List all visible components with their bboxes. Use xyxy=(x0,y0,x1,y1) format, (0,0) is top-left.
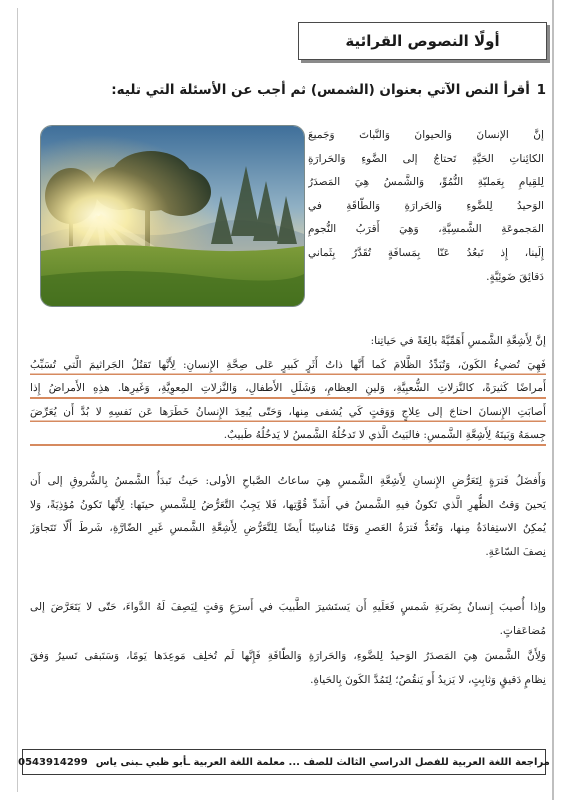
text-line: المَجموعَةِ الشَّمسِيَّةِ، وَهِيَ أَقرَبُ النُّجومِ xyxy=(308,223,544,236)
text-line: وَلِأَنَّ الشَّمسَ هِيَ المَصدَرُ الوَحيدُ لِلضَّوءِ، وَالحَرارَةِ وَالطّاقَةِ فَإِنَّها لَم تُخلِف مَوعِدَها يَومًا، وَسَتَبقى تَسيرُ وَفقَ xyxy=(30,650,546,662)
intro-paragraph xyxy=(308,124,544,289)
question-prompt xyxy=(111,82,546,98)
text-line: نِظامٍ دَقيقٍ وَثابِتٍ، لا يَزيدُ أَو يَنقُصُ؛ لِتَمُدَّ الكَونَ بِالحَياةِ. xyxy=(310,673,546,686)
text-line: يَحينَ وَقتُ الظُّهرِ الَّذي تَكونُ فيهِ الشَّمسُ في أَشَدِّ قُوَّتِها، فَلا يَجِبُ التَّعَرُّضُ لِلشَّمسِ حينَها: لِأَنَّها تَكونُ مُؤذِيَةً، وَلا xyxy=(30,498,546,511)
text-line: لِلقِيامِ بِعَمليّةِ النُّمُوِّ، وَالشَّمسُ هِيَ المَصدَرُ xyxy=(308,176,544,189)
text-line: يُمكِنُ الاستِفادَةُ مِنها، وَتُعَدُّ فَترَةُ العَصرِ وَقتًا مُناسِبًا أَيضًا لِلتَّعَرُّضِ لِأَشِعَّةِ الشَّمسِ غَيرِ الضّارَّةِ، شَرطَ أَلّا تَتَجاوَزَ xyxy=(30,522,546,535)
importance-paragraph xyxy=(30,330,546,448)
text-line: وإذا أُصيبَ إِنسانٌ بِضَربَةِ شَمسٍ فَعَلَيهِ أَن يَستَشيرَ الطَّبيبَ في أَسرَعِ وَقتٍ لِيَصِفَ لَهُ الدَّواءَ، حَتّى لا يَتَعَرَّضَ إلى xyxy=(30,601,546,613)
highlighted-line: فَهِيَ تُضيءُ الكَونَ، وَتُبَدِّدُ الظَّلامَ كَما أَنَّها ذاتُ أَثَرٍ كَبيرٍ عَلى صِحَّةِ الإِنسانِ: لِأَنَّها تَقتُلُ الجَراثيمَ الَّتي تُسَبِّبُ xyxy=(30,354,546,378)
text-line: وَأَفضَلُ فَترَةٍ لِتَعَرُّضِ الإِنسانِ لِأَشِعَّةِ الشَّمسِ هِيَ ساعاتُ الصَّباحِ الأولى: حَيثُ تَبدَأُ الشَّمسُ بِالشُّروقِ إلى أَن xyxy=(30,475,546,487)
text-line: دَقائِقَ ضَوئِيَّةٍ. xyxy=(486,270,544,283)
forest-sunrise-image xyxy=(41,126,304,306)
highlighted-line: أَمراضًا كَثيرَةً، كالنَّزلاتِ الشُّعبِيَّةِ، وَلينِ العِظامِ، وَشَلَلِ الأَطفالِ، وَالنَّزلاتِ المِعوِيَّةِ، وَغَيرِها. هذِهِ الأَمراضُ إِذا xyxy=(30,377,546,401)
section-header xyxy=(298,22,547,60)
footer-banner xyxy=(18,749,550,775)
sunlight-forest-photo xyxy=(40,125,305,307)
text-line: إنَّ الإنسانَ وَالحيوانَ وَالنَّباتَ وَجَميعَ xyxy=(308,129,544,141)
section-title: أولًا النصوص القرائية xyxy=(345,32,500,50)
footer-text: مراجعة اللغة العربية للفصل الدراسي الثالث للصف ... معلمة اللغة العربية ـأبو ظبي ـبنى ياس xyxy=(95,756,550,768)
text-line: مُضاعَفاتٍ. xyxy=(499,624,546,637)
question-number: 1 xyxy=(536,82,546,98)
sunstroke-paragraph xyxy=(30,596,546,643)
best-time-paragraph xyxy=(30,470,546,564)
highlighted-line: أَصابَتِ الإِنسانَ احتاجَ إلى عِلاجٍ وَوَقتٍ كَي يُشفى مِنها، وَحَتّى يُبعِدَ الإِنسانُ خَطَرَها عَن نَفسِهِ لا بُدَّ أَن يُعَرِّضَ xyxy=(30,401,546,425)
page-edge xyxy=(552,0,554,800)
text-line: إنَّ لِأَشِعَّةِ الشَّمسِ أَهَمِّيَّةً بالِغَةً في حَياتِنا: xyxy=(370,335,546,347)
footer-phone: 0543914299 xyxy=(18,756,88,768)
text-line: نِصفَ السّاعَةِ. xyxy=(485,545,546,558)
text-line: الكائِناتِ الحَيَّةِ تَحتاجُ إلى الضَّوءِ وَالحَرارَةِ xyxy=(308,152,544,165)
text-line: الوَحيدُ لِلضَّوءِ وَالحَرارَةِ وَالطّاقَةِ في xyxy=(308,199,544,212)
conclusion-paragraph xyxy=(30,645,546,692)
question-text: أقرأ النص الآتي بعنوان (الشمس) ثم أجب عن الأسئلة التي تليه: xyxy=(111,82,530,98)
highlighted-line: جِسمَهُ وَبَيتَهُ لِأَشِعَّةِ الشَّمسِ: فالبَيتُ الَّذي لا تَدخُلُهُ الشَّمسُ لا يَدخُلُهُ طَبيبٌ. xyxy=(30,424,546,448)
text-line: إِلَينا، إِذ تَبعُدُ عَنّا بِمَسافَةٍ تُقَدَّرُ بِثَماني xyxy=(308,246,544,259)
